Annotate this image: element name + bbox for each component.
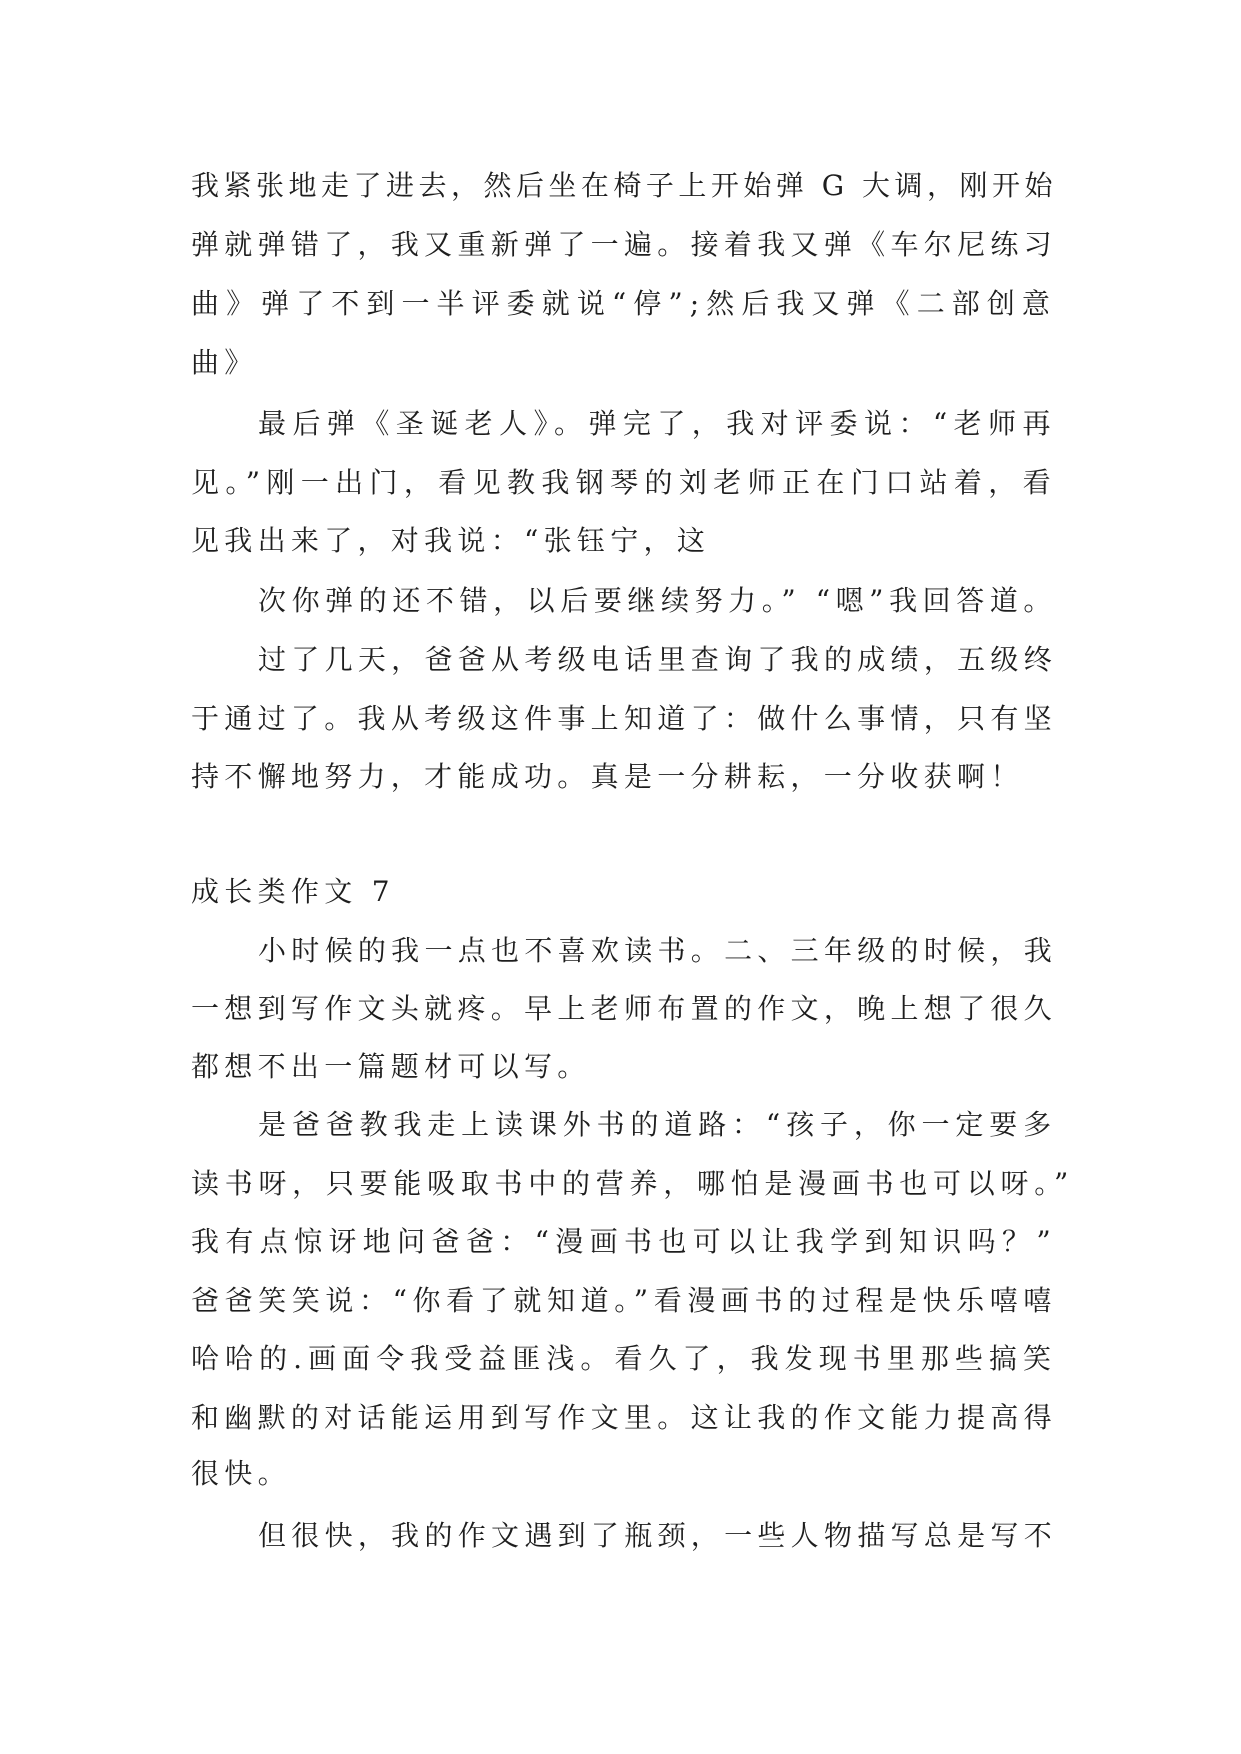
text-line: 是爸爸教我走上读课外书的道路：“孩子，你一定要多 <box>258 1108 1057 1141</box>
text-line: 曲》弹了不到一半评委就说“停”;然后我又弹《二部创意 <box>191 287 1057 320</box>
text-line: 最后弹《圣诞老人》。弹完了，我对评委说：“老师再 <box>258 407 1057 440</box>
text-line: 于通过了。我从考级这件事上知道了：做什么事情，只有坚 <box>191 702 1057 735</box>
text-line: 爸爸笑笑说：“你看了就知道。”看漫画书的过程是快乐嘻嘻 <box>191 1284 1057 1317</box>
text-line: 曲》 <box>191 346 258 379</box>
text-line: 但很快，我的作文遇到了瓶颈，一些人物描写总是写不 <box>258 1519 1057 1552</box>
text-line: 哈哈的.画面令我受益匪浅。看久了，我发现书里那些搞笑 <box>191 1342 1057 1375</box>
text-line: 和幽默的对话能运用到写作文里。这让我的作文能力提高得 <box>191 1401 1057 1434</box>
text-line: 一想到写作文头就疼。早上老师布置的作文，晚上想了很久 <box>191 992 1057 1025</box>
text-line: 都想不出一篇题材可以写。 <box>191 1050 591 1083</box>
text-line: 过了几天，爸爸从考级电话里查询了我的成绩，五级终 <box>258 643 1057 676</box>
text-line: 读书呀，只要能吸取书中的营养，哪怕是漫画书也可以呀。” <box>191 1167 1074 1200</box>
text-line: 见我出来了，对我说：“张钰宁，这 <box>191 524 711 557</box>
text-line: 见。”刚一出门，看见教我钢琴的刘老师正在门口站着，看 <box>191 466 1057 499</box>
text-line: 我紧张地走了进去，然后坐在椅子上开始弹 G 大调，刚开始 <box>191 169 1057 202</box>
text-line: 小时候的我一点也不喜欢读书。二、三年级的时候，我 <box>258 934 1057 967</box>
text-line: 次你弹的还不错，以后要继续努力。” “嗯”我回答道。 <box>258 584 1057 617</box>
text-line: 我有点惊讶地问爸爸：“漫画书也可以让我学到知识吗？” <box>191 1225 1057 1258</box>
section-heading: 成长类作文 7 <box>191 875 395 908</box>
text-line: 持不懈地努力，才能成功。真是一分耕耘，一分收获啊！ <box>191 760 1024 793</box>
text-line: 弹就弹错了，我又重新弹了一遍。接着我又弹《车尔尼练习 <box>191 228 1057 261</box>
text-line: 很快。 <box>191 1457 291 1490</box>
